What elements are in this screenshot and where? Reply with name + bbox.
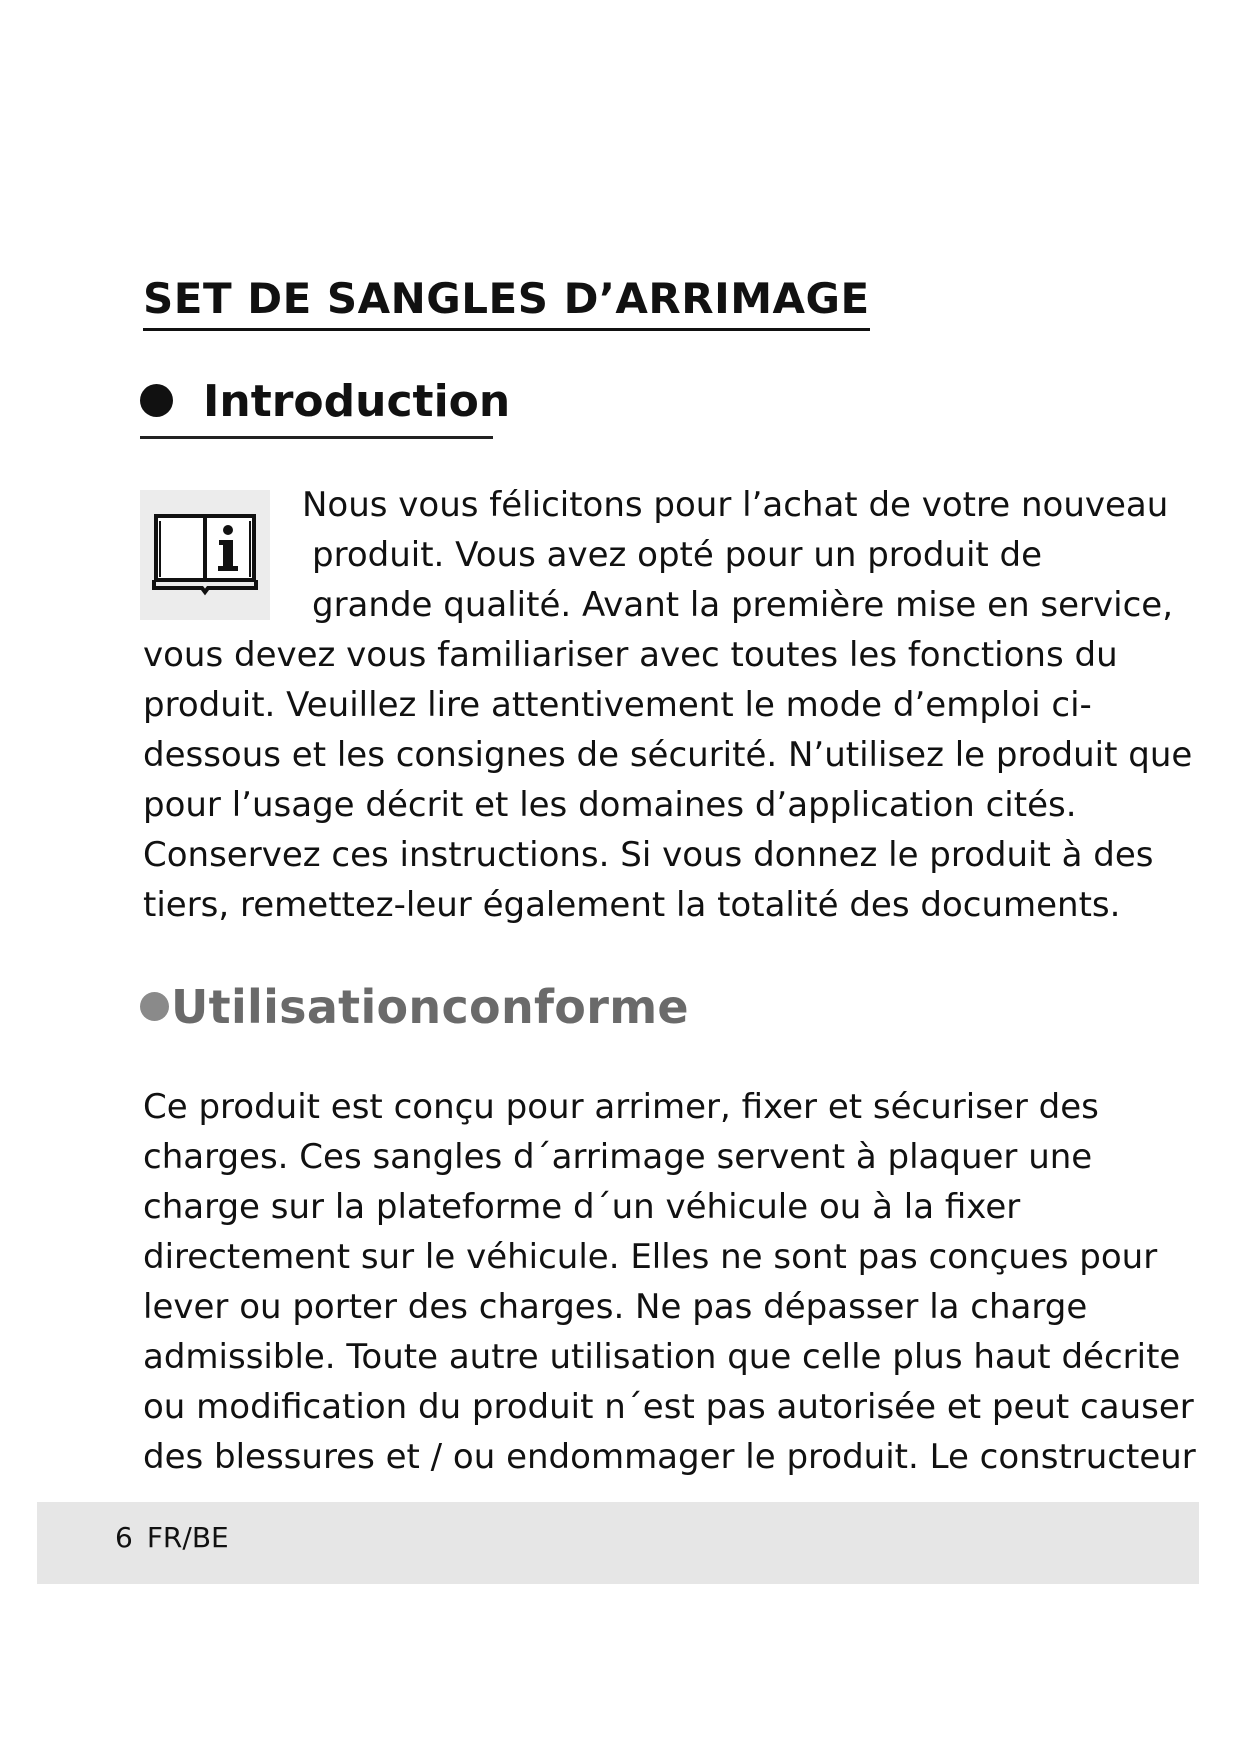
section-heading-introduction xyxy=(140,376,511,439)
text-line: vous devez vous familiariser avec toutes les fonctions du xyxy=(143,635,1118,675)
text-line: pour l’usage décrit et les domaines d’application cités. xyxy=(143,785,1077,825)
introduction-paragraph-head xyxy=(302,480,1173,630)
text-line: charges. Ces sangles d´arrimage servent à plaquer une xyxy=(143,1137,1093,1177)
text-line: charge sur la plateforme d´un véhicule ou à la fixer xyxy=(143,1187,1021,1227)
page-footer xyxy=(115,1521,229,1554)
document-title: SET DE SANGLES D’ARRIMAGE xyxy=(143,278,870,331)
page-number: 6 xyxy=(115,1521,133,1554)
text-line: produit. Veuillez lire attentivement le mode d’emploi ci- xyxy=(143,685,1092,725)
text-line: Nous vous félicitons pour l’achat de votre nouveau xyxy=(302,485,1169,525)
text-line: directement sur le véhicule. Elles ne sont pas conçues pour xyxy=(143,1237,1158,1277)
text-line: produit. Vous avez opté pour un produit de xyxy=(312,535,1043,575)
bullet-icon xyxy=(140,992,169,1021)
text-line: dessous et les consignes de sécurité. N’utilisez le produit que xyxy=(143,735,1193,775)
info-book-icon xyxy=(140,490,270,620)
text-line: ou modification du produit n´est pas autorisée et peut causer xyxy=(143,1387,1194,1427)
info-book-icon-graphic xyxy=(150,514,260,598)
section-heading-text: Utilisationconforme xyxy=(171,980,689,1034)
page-locale: FR/BE xyxy=(146,1521,229,1554)
section-heading-text: Introduction xyxy=(203,376,511,427)
section-heading-utilisation xyxy=(140,980,689,1034)
text-line: Conservez ces instructions. Si vous donnez le produit à des xyxy=(143,835,1154,875)
introduction-paragraph-rest xyxy=(143,630,1192,930)
text-line: des blessures et / ou endommager le produit. Le constructeur xyxy=(143,1437,1196,1477)
text-line: admissible. Toute autre utilisation que celle plus haut décrite xyxy=(143,1337,1181,1377)
bullet-icon xyxy=(140,384,173,417)
text-line: tiers, remettez-leur également la totalité des documents. xyxy=(143,885,1121,925)
text-line: lever ou porter des charges. Ne pas dépasser la charge xyxy=(143,1287,1088,1327)
utilisation-paragraph xyxy=(143,1082,1196,1482)
text-line: grande qualité. Avant la première mise en service, xyxy=(312,585,1174,625)
text-line: Ce produit est conçu pour arrimer, fixer et sécuriser des xyxy=(143,1087,1099,1127)
